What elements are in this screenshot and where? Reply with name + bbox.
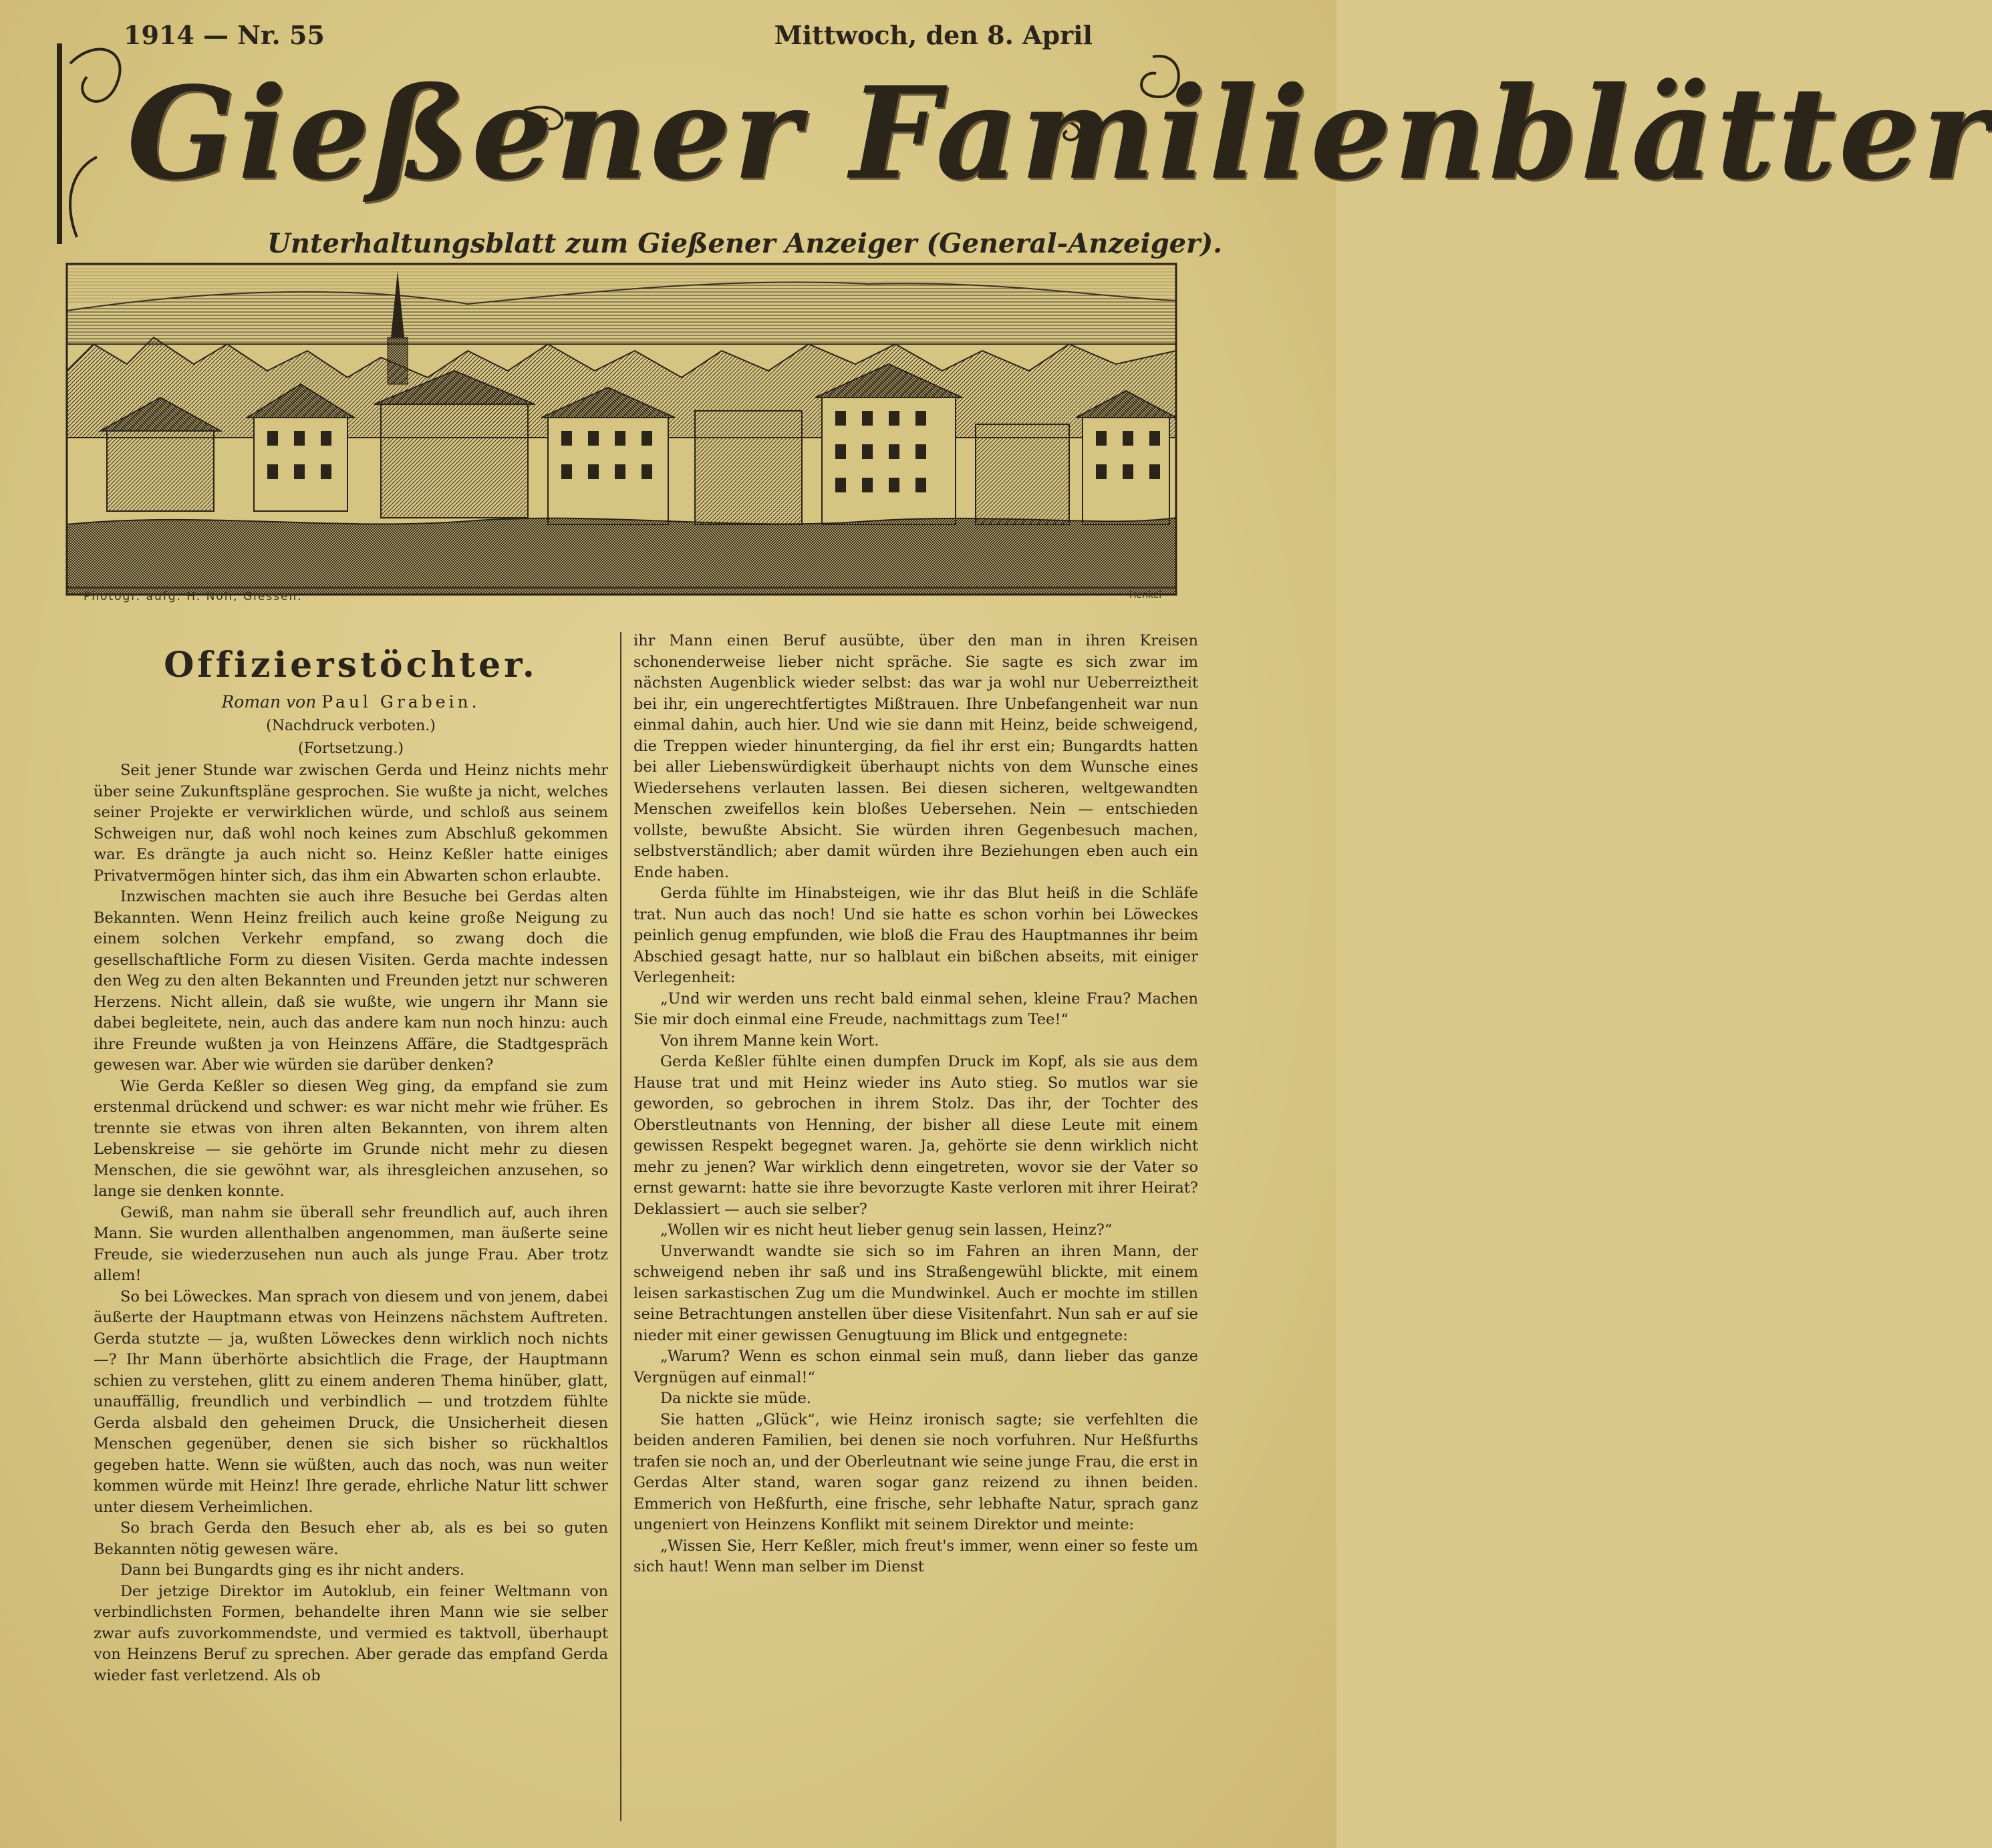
masthead-subtitle: Unterhaltungsblatt zum Gießener Anzeiger (General-Anzeiger). (267, 228, 1223, 259)
column-divider (620, 632, 621, 1821)
paragraph: So bei Löweckes. Man sprach von diesem und von jenem, dabei äußerte der Hauptmann etwas von Heinzens nächstem Auftreten. Gerda stutzte — ja, wußten Löweckes denn wirklich noch nichts —? Ihr Mann überhörte absichtlich die Frage, der Hauptmann schien zu verstehen, glitt zu einem anderen Thema hinüber, glatt, unauffällig, freundlich und verbindlich — und trotzdem fühlte Gerda alsbald den geheimen Druck, die Unsicherheit diesen Menschen gegenüber, denen sie sich bisher so rückhaltlos gegeben hatte. Wenn sie wüßten, auch das noch, was nun weiter kommen würde mit Heinz! Ihre gerade, ehrliche Natur litt schwer unter diesem Verheimlichen. (94, 1287, 608, 1516)
story-byline (94, 689, 608, 715)
paragraph: Gewiß, man nahm sie überall sehr freundlich auf, auch ihren Mann. Sie wurden allenthalben angenommen, man äußerte seine Freude, sie wiederzusehen nun auch als junge Frau. Aber trotz allem! (94, 1203, 608, 1284)
paragraph: Wie Gerda Keßler so diesen Weg ging, da empfand sie zum erstenmal drückend und schwer: es war nicht mehr wie früher. Es trennte sie etwas von ihren alten Bekannten, von ihrem alten Lebenskreise — sie gehörte im Grunde nicht mehr zu diesen Menschen, die sie gewöhnt war, als ihresgleichen anzusehen, so lange sie denken konnte. (94, 1077, 608, 1200)
article-column-right (633, 631, 1198, 1820)
paragraph: Sie hatten „Glück“, wie Heinz ironisch sagte; sie verfehlten die beiden anderen Familien, bei denen sie noch vorfuhren. Nur Heßfurths trafen sie noch an, und der Oberleutnant wie seine junge Frau, die erst in Gerdas Alter stand, waren sogar ganz reizend zu ihnen beiden. Emmerich von Heßfurth, eine frische, sehr lebhafte Natur, sprach ganz ungeniert von Heinzens Konflikt mit seinem Direktor und meinte: (633, 1410, 1198, 1533)
paragraph: Der jetzige Direktor im Autoklub, ein feiner Weltmann von verbindlichsten Formen, behandelte ihren Mann wie sie selber zwar aufs zuvorkommendste, und vermied es taktvoll, überhaupt von Heinzens Beruf zu sprechen. Aber gerade das empfand Gerda wieder fast verletzend. Als ob (94, 1582, 608, 1684)
reprint-note: (Nachdruck verboten.) (266, 718, 436, 734)
paragraph: So brach Gerda den Besuch eher ab, als es bei so guten Bekannten nötig gewesen wäre. (94, 1519, 608, 1558)
masthead-title: Gießener Familienblätter (127, 59, 1992, 208)
article-column-left (94, 633, 608, 1823)
paragraph: Von ihrem Manne kein Wort. (660, 1032, 879, 1050)
paragraph: Da nickte sie müde. (660, 1390, 811, 1407)
paragraph: Seit jener Stunde war zwischen Gerda und Heinz nichts mehr über seine Zukunftspläne gesprochen. Sie wußte ja nicht, welches seiner Projekte er verwirklichen würde, und schloß aus seinem Schweigen nur, daß wohl noch keines zum Abschluß gekommen war. Es drängte ja auch nicht so. Heinz Keßler hatte einiges Privatvermögen hinter sich, das ihm ein Abwarten schon erlaubte. (94, 762, 608, 885)
story-title: Offizierstöchter. (164, 645, 538, 685)
paragraph: „Wollen wir es nicht heut lieber genug sein lassen, Heinz?“ (660, 1221, 1113, 1239)
paragraph: Gerda Keßler fühlte einen dumpfen Druck im Kopf, als sie aus dem Hause trat und mit Heinz wieder ins Auto stieg. So mutlos war sie geworden, so gebrochen in ihrem Stolz. Das ihr, der Tochter des Oberstleutnants von Henning, der bisher all diese Leute mit einem gewissen Respekt begegnet waren. Ja, gehörte sie denn wirklich nicht mehr zu jenen? War wirklich denn eingetreten, wovor sie der Vater so ernst gewarnt: hatte sie ihre bevorzugte Kaste verloren mit ihrer Heirat? Deklassiert — auch sie selber? (633, 1053, 1198, 1218)
continuation-note: (Fortsetzung.) (298, 740, 404, 757)
photo-credit: Photogr. aufg. H. Noll, Giessen. (84, 590, 303, 603)
paragraph: Inzwischen machten sie auch ihre Besuche bei Gerdas alten Bekannten. Wenn Heinz freilich auch keine große Neigung zu einem solchen Verkehr empfand, so zwang doch die gesellschaftliche Form zu diesen Visiten. Gerda machte indessen den Weg zu den alten Bekannten und Freunden jetzt nur schweren Herzens. Nicht allein, daß sie wußte, wie ungern ihr Mann sie dabei begleitete, nein, auch das andere kam nun noch hinzu: auch ihre Freunde wußten ja von Heinzens Affäre, die Stadtgespräch gewesen war. Aber wie würden sie darüber denken? (94, 888, 608, 1074)
issue-number: 1914 — Nr. 55 (124, 20, 325, 50)
illustration-bottom-rule (67, 587, 1176, 589)
city-illustration (67, 264, 1176, 595)
paragraph: Unverwandt wandte sie sich so im Fahren an ihren Mann, der schweigend neben ihr saß und ins Straßengewühl blickte, mit einem leisen sarkastischen Zug um die Mundwinkel. Auch er mochte im stillen seine Betrachtungen anstellen über diese Visitenfahrt. Nun sah er auf sie nieder mit einer gewissen Genugtuung im Blick und entgegnete: (633, 1242, 1198, 1344)
author-name: Paul Grabein. (321, 692, 480, 712)
paragraph: Gerda fühlte im Hinabsteigen, wie ihr das Blut heiß in die Schläfe trat. Nun auch das noch! Und sie hatte es schon vorhin bei Löweckes peinlich genug empfunden, wie bloß die Frau des Hauptmannes ihr beim Abschied gesagt hatte, nur so halblaut ein bißchen abseits, mit einiger Verlegenheit: (633, 885, 1198, 986)
paragraph: ihr Mann einen Beruf ausübte, über den man in ihren Kreisen schonenderweise lieber nicht spräche. Sie sagte es sich zwar im nächsten Augenblick wieder selbst: das war ja wohl nur Ueberreiztheit bei ihr, ein ungerechtfertigtes Mißtrauen. Ihre Unbefangenheit war nun einmal dahin, auch hier. Und wie sie dann mit Heinz, beide schweigend, die Treppen wieder hinunterging, da fiel ihr erst ein; Bungardts hatten bei aller Liebenswürdigkeit überhaupt nichts von dem Wunsche eines Wiedersehens verlauten lassen. Bei diesen sicheren, weltgewandten Menschen zweifellos kein bloßes Uebersehen. Nein — entschieden vollste, bewußte Absicht. Sie würden ihren Gegenbesuch machen, selbstverständlich; aber damit würden ihre Beziehungen eben auch ein Ende haben. (633, 632, 1198, 881)
byline-prefix: Roman von (221, 692, 317, 712)
engraver-signature: Henkel (1129, 590, 1162, 601)
issue-date: Mittwoch, den 8. April (774, 20, 1093, 50)
paragraph: „Wissen Sie, Herr Keßler, mich freut's immer, wenn einer so feste um sich haut! Wenn man selber im Dienst (633, 1537, 1198, 1575)
paragraph: Dann bei Bungardts ging es ihr nicht anders. (120, 1561, 465, 1579)
paragraph: „Und wir werden uns recht bald einmal sehen, kleine Frau? Machen Sie mir doch einmal eine Freude, nachmittags zum Tee!“ (633, 989, 1198, 1028)
paragraph: „Warum? Wenn es schon einmal sein muß, dann lieber das ganze Vergnügen auf einmal!“ (633, 1348, 1198, 1386)
